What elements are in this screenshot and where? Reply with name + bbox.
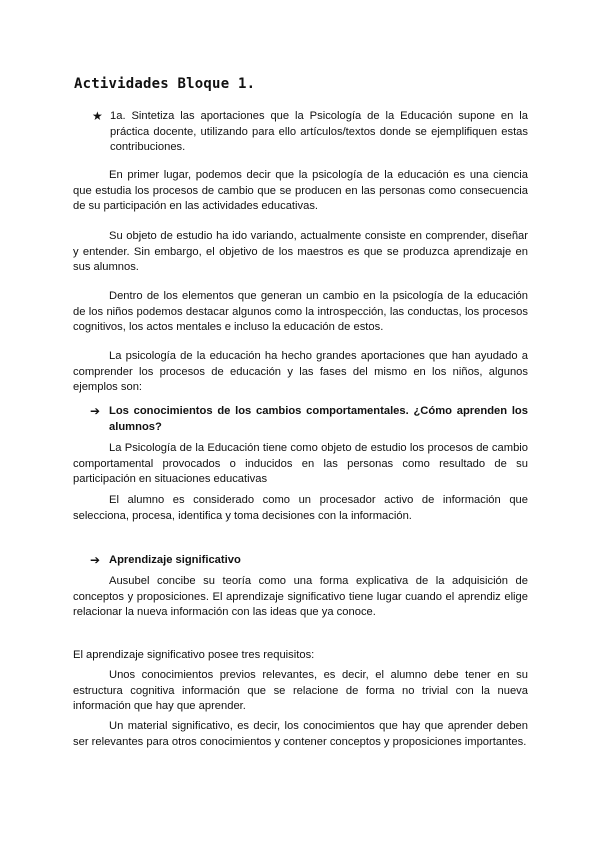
section2-paragraph: Ausubel concibe su teoría como una forma explicativa de la adquisición de conceptos y proposiciones. El aprendizaje significativo tiene lugar cuando el aprendiz elige relacionar la nueva información con las ideas que ya conoce. [73, 575, 528, 618]
arrow-right-icon: ➔ [90, 404, 101, 418]
paragraph-contributions: La psicología de la educación ha hecho grandes aportaciones que han ayudado a comprender los procesos de educación y las fases del mismo en los niños, algunos ejemplos son: [73, 350, 528, 393]
section1-paragraph: La Psicología de la Educación tiene como objeto de estudio los procesos de cambio comportamental provocados o inducidos en las personas como resultado de su participación en situaciones educativas [73, 442, 528, 485]
paragraph-object: Su objeto de estudio ha ido variando, actualmente consiste en comprender, diseñar y entender. Sin embargo, el objetivo de los maestros es que se produzca aprendizaje en sus alumnos. [73, 230, 528, 273]
requirement-item: Un material significativo, es decir, los conocimientos que hay que aprender deben ser relevantes para otros conocimientos y contener conceptos y proposiciones importantes. [73, 720, 528, 748]
task-text: 1a. Sintetiza las aportaciones que la Psicología de la Educación supone en la práctica docente, utilizando para ello artículos/textos donde se ejemplifiquen estas contribuciones. [110, 110, 528, 153]
section2-heading: Aprendizaje significativo [109, 554, 241, 566]
paragraph-intro: En primer lugar, podemos decir que la psicología de la educación es una ciencia que estudia los procesos de cambio que se producen en las personas como consecuencia de su participación en las actividades educativas. [73, 169, 528, 212]
requirements-intro: El aprendizaje significativo posee tres requisitos: [73, 649, 315, 661]
paragraph-elements: Dentro de los elementos que generan un cambio en la psicología de la educación de los niños podemos destacar algunos como la introspección, las conductas, los procesos cognitivos, los actos mentales e incluso la educación de estos. [73, 290, 528, 333]
arrow-right-icon: ➔ [90, 553, 101, 567]
requirement-item: Unos conocimientos previos relevantes, es decir, el alumno debe tener en su estructura cognitiva información que se relacione de forma no trivial con la nueva información que hay que aprender. [73, 669, 528, 712]
section1-heading: Los conocimientos de los cambios comportamentales. ¿Cómo aprenden los alumnos? [109, 405, 528, 433]
star-icon: ★ [92, 109, 103, 123]
document-title: Actividades Bloque 1. [74, 76, 256, 92]
section1-paragraph: El alumno es considerado como un procesador activo de información que selecciona, procesa, identifica y toma decisiones con la información. [73, 494, 528, 522]
